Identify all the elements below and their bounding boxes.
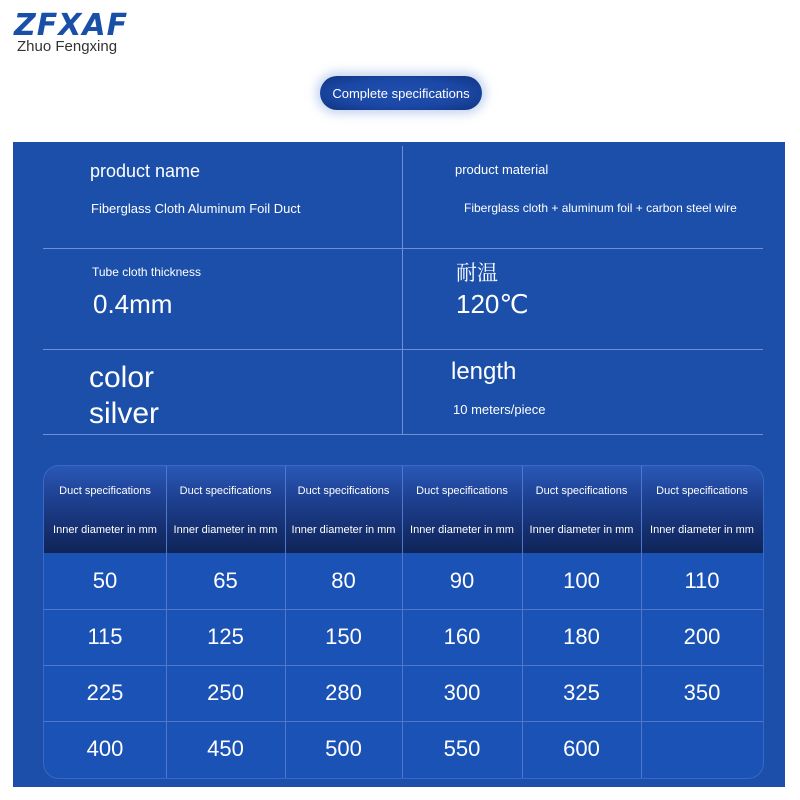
complete-specifications-badge: Complete specifications (320, 76, 482, 110)
table-cell: 80 (331, 568, 356, 593)
temperature-value: 120℃ (456, 289, 529, 319)
divider-horizontal (43, 434, 763, 435)
header-title: Duct specifications (59, 485, 151, 497)
table-header-cell (166, 466, 285, 553)
table-cell: 200 (683, 624, 721, 649)
header-subtitle: Inner diameter in mm (173, 524, 278, 536)
divider-horizontal (43, 349, 763, 350)
color-value: silver (89, 397, 160, 430)
header-subtitle: Inner diameter in mm (410, 524, 514, 536)
table-cell: 180 (563, 624, 600, 649)
table-cell: 65 (213, 568, 238, 593)
table-header-cell (44, 466, 166, 553)
brand-logo (14, 10, 128, 55)
product-name-label: product name (90, 161, 201, 181)
temperature-label: 耐温 (456, 262, 498, 285)
thickness-value: 0.4mm (93, 289, 173, 319)
spec-panel (13, 142, 785, 787)
divider-horizontal (43, 248, 763, 249)
table-cell: 350 (683, 680, 721, 705)
header-subtitle: Inner diameter in mm (529, 524, 634, 536)
divider-vertical (402, 146, 403, 434)
table-cell: 50 (92, 568, 118, 593)
table-header (44, 466, 763, 553)
table-cell: 325 (563, 680, 600, 705)
table-cell: 550 (443, 736, 481, 761)
table-cell: 250 (207, 680, 244, 705)
table-header-cell (522, 466, 641, 553)
table-cell: 90 (449, 568, 475, 593)
header-title: Duct specifications (535, 485, 628, 497)
product-name-value: Fiberglass Cloth Aluminum Foil Duct (91, 201, 301, 216)
material-value: Fiberglass cloth + aluminum foil + carbon steel wire (464, 201, 737, 215)
table-header-cell (285, 466, 402, 553)
header-subtitle: Inner diameter in mm (291, 524, 396, 536)
length-label: length (451, 358, 517, 385)
table-cell (641, 721, 763, 777)
duct-spec-table (43, 465, 764, 779)
table-cell: 115 (87, 624, 123, 649)
color-label: color (89, 361, 155, 394)
table-cell: 450 (207, 736, 244, 761)
logo-mark: ZFXAF (14, 8, 129, 43)
table-cell: 500 (325, 736, 362, 761)
header-title: Duct specifications (179, 485, 272, 497)
table-cell: 280 (325, 680, 362, 705)
table-header-cell (641, 466, 763, 553)
header-subtitle: Inner diameter in mm (650, 524, 754, 536)
table-cell: 160 (443, 624, 481, 649)
table-cell: 225 (86, 680, 124, 705)
brand-name: Zhuo Fengxing (17, 38, 118, 55)
table-cell: 100 (563, 568, 600, 593)
header-title: Duct specifications (656, 485, 748, 497)
table-cell: 400 (86, 736, 124, 761)
table-cell: 125 (207, 624, 244, 649)
table-cell: 300 (443, 680, 481, 705)
table-cell: 150 (325, 624, 362, 649)
material-label: product material (455, 162, 549, 177)
header-subtitle: Inner diameter in mm (53, 524, 157, 536)
thickness-label: Tube cloth thickness (92, 265, 201, 279)
table-header-cell (402, 466, 522, 553)
length-value: 10 meters/piece (453, 402, 546, 417)
header-title: Duct specifications (297, 485, 390, 497)
table-cell: 110 (684, 568, 720, 593)
table-cell: 600 (563, 736, 600, 761)
header-title: Duct specifications (416, 485, 508, 497)
